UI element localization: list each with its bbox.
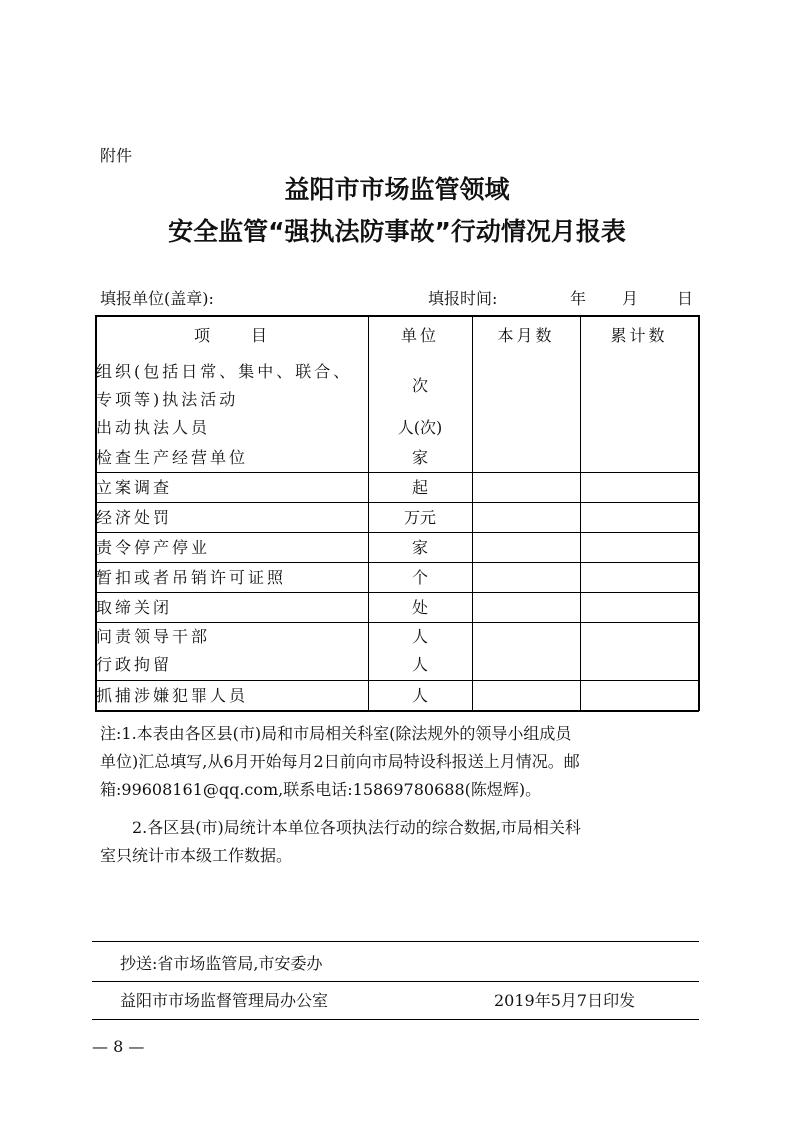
month-label: 月 bbox=[622, 289, 639, 308]
table-border bbox=[698, 315, 700, 711]
row-unit: 家 bbox=[411, 448, 428, 467]
footer-divider bbox=[92, 1019, 699, 1020]
row-divider bbox=[95, 502, 699, 503]
row-unit: 人(次) bbox=[397, 418, 443, 437]
fill-time-label: 填报时间: bbox=[428, 289, 498, 308]
header-unit: 单位 bbox=[400, 326, 439, 345]
row-unit: 人 bbox=[411, 655, 428, 674]
row-unit: 处 bbox=[411, 598, 428, 617]
table-border bbox=[95, 315, 699, 317]
row-item: 组织(包括日常、集中、联合、 bbox=[96, 362, 353, 381]
row-unit: 人 bbox=[411, 627, 428, 646]
row-item: 取缔关闭 bbox=[96, 598, 173, 617]
row-unit: 起 bbox=[411, 478, 428, 497]
table-border bbox=[95, 710, 699, 712]
row-item: 行政拘留 bbox=[96, 655, 173, 674]
title-line-2: 安全监管“强执法防事故”行动情况月报表 bbox=[168, 217, 626, 246]
issuer: 益阳市市场监督管理局办公室 bbox=[120, 991, 329, 1010]
day-label: 日 bbox=[677, 289, 694, 308]
row-item: 立案调查 bbox=[96, 478, 173, 497]
cc-line: 抄送:省市场监管局,市安委办 bbox=[120, 954, 323, 973]
page-number: — 8 — bbox=[92, 1037, 145, 1056]
row-item: 检查生产经营单位 bbox=[96, 448, 249, 467]
col-divider bbox=[472, 315, 473, 711]
fill-unit-label: 填报单位(盖章): bbox=[100, 289, 214, 308]
year-label: 年 bbox=[570, 289, 587, 308]
row-item: 出动执法人员 bbox=[96, 418, 211, 437]
row-divider bbox=[95, 562, 699, 563]
header-month: 本月数 bbox=[497, 326, 555, 345]
row-unit: 万元 bbox=[403, 508, 436, 527]
footer-divider bbox=[92, 981, 699, 982]
header-item: 项 目 bbox=[193, 326, 270, 345]
issue-date: 2019年5月7日印发 bbox=[494, 991, 636, 1010]
row-item: 责令停产停业 bbox=[96, 538, 211, 557]
row-divider bbox=[95, 472, 699, 473]
header-cumulative: 累计数 bbox=[610, 326, 668, 345]
row-item: 抓捕涉嫌犯罪人员 bbox=[96, 686, 249, 705]
row-item: 问责领导干部 bbox=[96, 627, 211, 646]
note-line: 单位)汇总填写,从6月开始每月2日前向市局特设科报送上月情况。邮 bbox=[100, 752, 580, 771]
row-unit: 家 bbox=[411, 538, 428, 557]
note-line: 箱:99608161@qq.com,联系电话:15869780688(陈煜辉)。 bbox=[100, 780, 542, 799]
row-divider bbox=[95, 592, 699, 593]
title-line-1: 益阳市市场监管领域 bbox=[284, 175, 510, 204]
row-unit: 个 bbox=[411, 568, 428, 587]
attachment-label: 附件 bbox=[100, 146, 133, 165]
note-line: 注:1.本表由各区县(市)局和市局相关科室(除法规外的领导小组成员 bbox=[100, 724, 572, 743]
col-divider bbox=[580, 315, 581, 711]
row-divider bbox=[95, 622, 699, 623]
row-item: 专项等)执法活动 bbox=[96, 390, 239, 409]
row-divider bbox=[95, 532, 699, 533]
row-divider bbox=[95, 680, 699, 681]
row-unit: 人 bbox=[411, 686, 428, 705]
footer-divider bbox=[92, 941, 699, 942]
row-item: 暂扣或者吊销许可证照 bbox=[96, 568, 287, 587]
note-line: 2.各区县(市)局统计本单位各项执法行动的综合数据,市局相关科 bbox=[132, 818, 581, 837]
row-unit: 次 bbox=[411, 376, 428, 395]
note-line: 室只统计市本级工作数据。 bbox=[100, 846, 293, 865]
row-item: 经济处罚 bbox=[96, 508, 173, 527]
